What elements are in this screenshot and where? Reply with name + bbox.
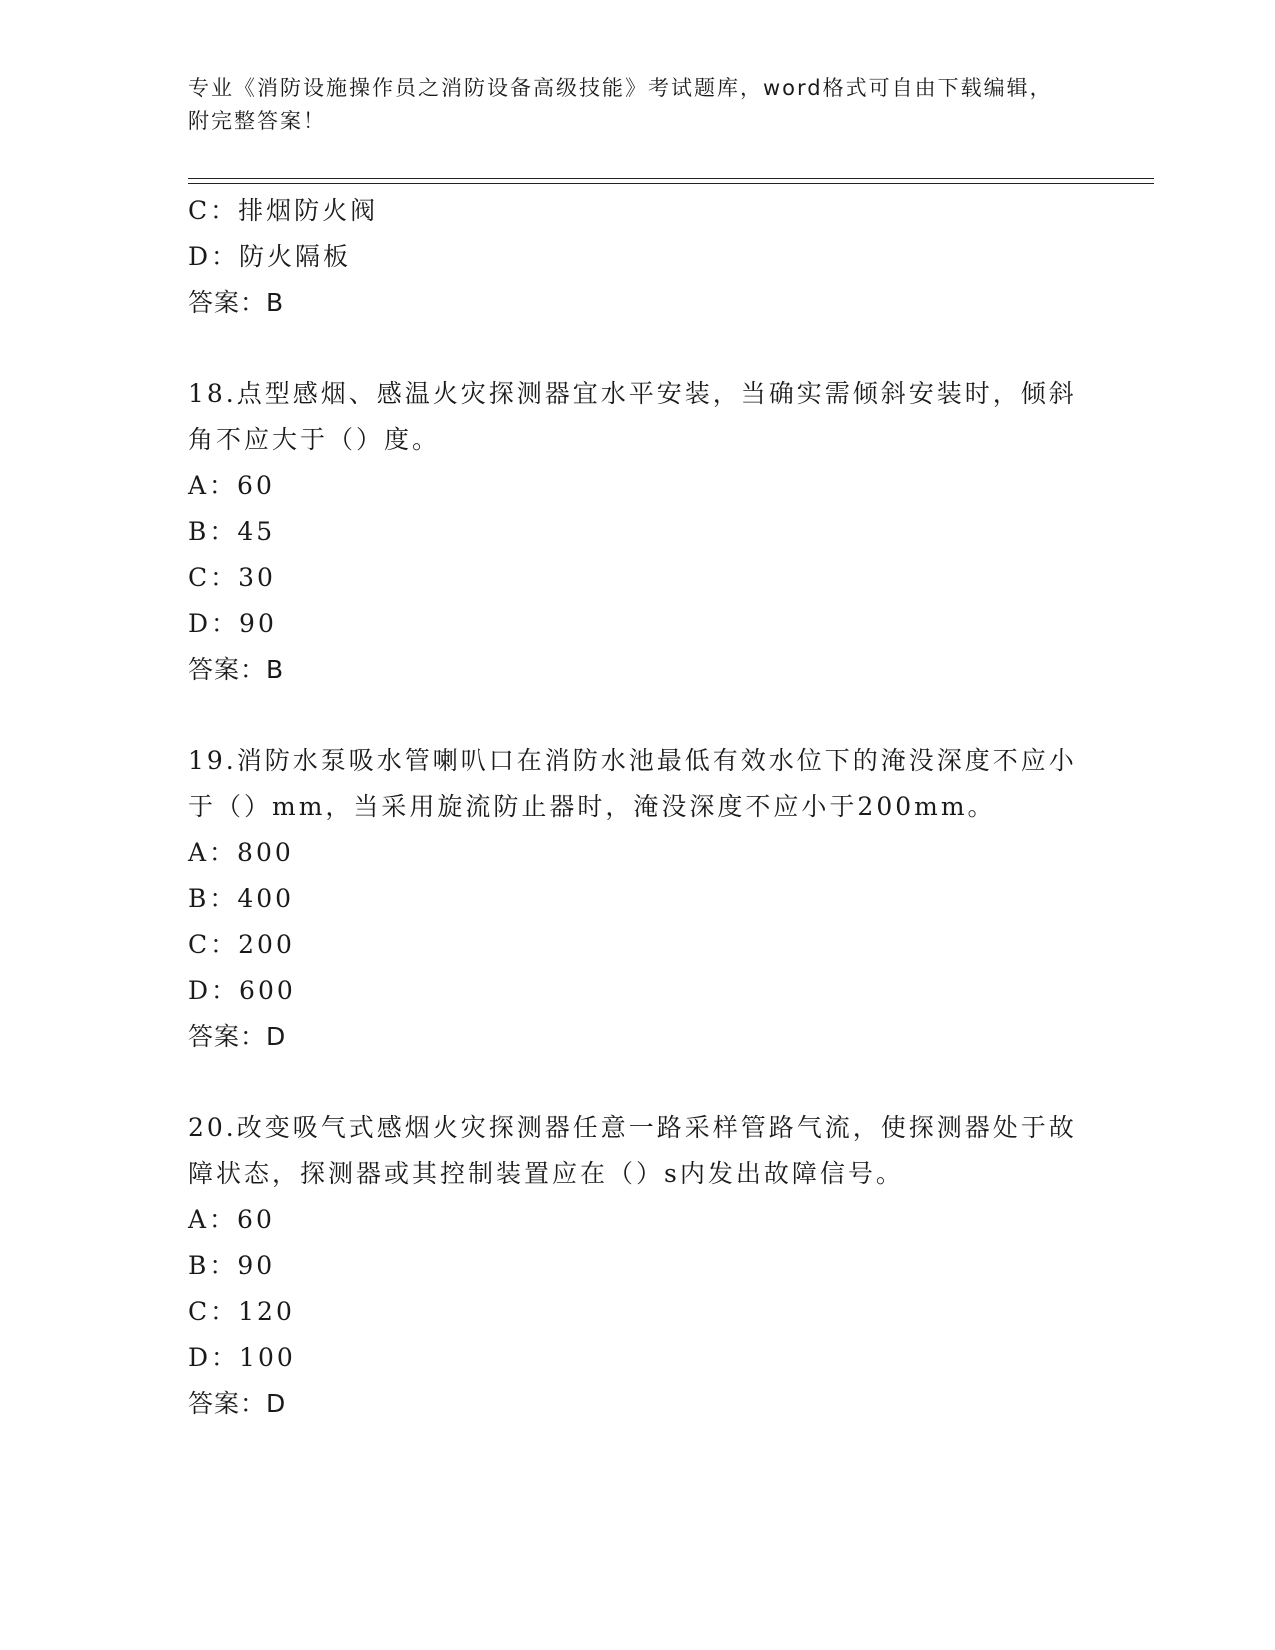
- option-a: A：60: [188, 1205, 275, 1234]
- question-list: [188, 188, 1088, 1427]
- question-20: [188, 1105, 1088, 1427]
- answer: 答案：B: [188, 655, 285, 684]
- question-stem: 20.改变吸气式感烟火灾探测器任意一路采样管路气流，使探测器处于故障状态，探测器或其控制装置应在（）s内发出故障信号。: [188, 1113, 1077, 1188]
- option-d: D：600: [188, 976, 296, 1005]
- answer: 答案：D: [188, 1022, 287, 1051]
- header-divider-secondary: [188, 183, 1154, 184]
- question-stem: 18.点型感烟、感温火灾探测器宜水平安装，当确实需倾斜安装时，倾斜角不应大于（）度。: [188, 379, 1077, 454]
- option-c: C：200: [188, 930, 295, 959]
- option-c: C：120: [188, 1297, 295, 1326]
- question-19: [188, 738, 1088, 1060]
- option-d: D：100: [188, 1343, 296, 1372]
- option-d: D：90: [188, 609, 277, 638]
- option-d: D：防火隔板: [188, 242, 352, 271]
- answer: 答案：D: [188, 1389, 287, 1418]
- header-divider: [188, 178, 1154, 179]
- option-a: A：60: [188, 471, 275, 500]
- question-17-continued: [188, 188, 1088, 326]
- document-header: 专业《消防设施操作员之消防设备高级技能》考试题库，word格式可自由下载编辑，附完整答案！: [188, 76, 1053, 133]
- option-c: C：30: [188, 563, 276, 592]
- question-18: [188, 371, 1088, 693]
- option-a: A：800: [188, 838, 294, 867]
- option-c: C：排烟防火阀: [188, 196, 379, 225]
- option-b: B：400: [188, 884, 295, 913]
- option-b: B：90: [188, 1251, 276, 1280]
- question-stem: 19.消防水泵吸水管喇叭口在消防水池最低有效水位下的淹没深度不应小于（）mm，当采用旋流防止器时，淹没深度不应小于200mm。: [188, 746, 1077, 821]
- answer: 答案：B: [188, 288, 285, 317]
- option-b: B：45: [188, 517, 276, 546]
